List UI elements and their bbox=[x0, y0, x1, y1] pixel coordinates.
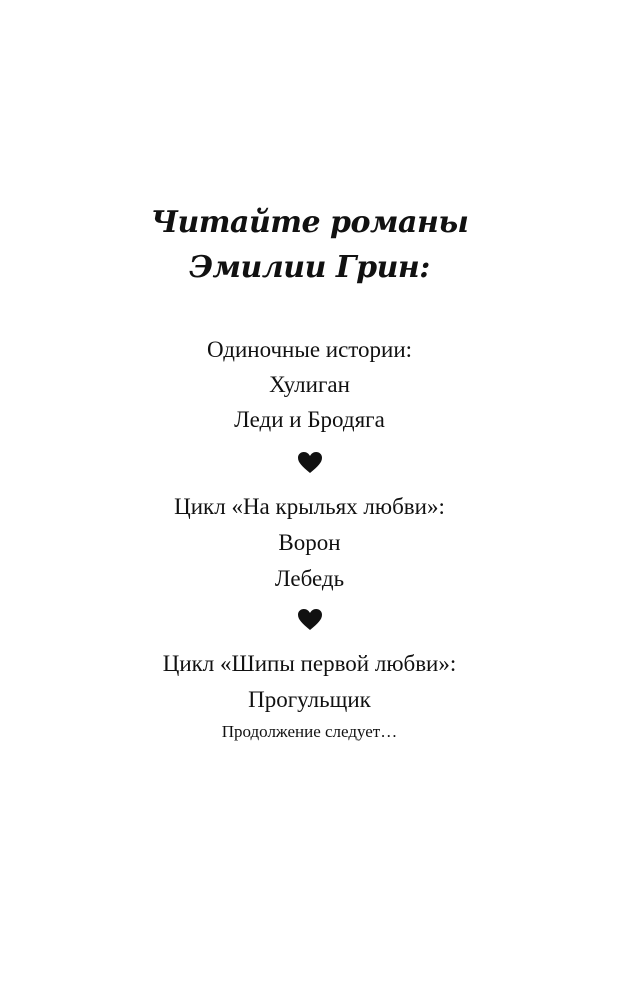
continuation-note: Продолжение следует… bbox=[221, 722, 398, 741]
book-title: Хулиган bbox=[269, 372, 350, 397]
book-title: Ворон bbox=[278, 530, 341, 555]
book-title: Леди и Бродяга bbox=[234, 407, 385, 432]
book-title: Прогульщик bbox=[248, 687, 371, 712]
book-title: Лебедь bbox=[274, 566, 345, 591]
heading-line-2: Эмилии Грин: bbox=[189, 250, 430, 285]
heart-icon bbox=[0, 608, 619, 631]
heading-line-1: Читайте романы bbox=[150, 205, 469, 240]
section-title-wings-of-love: Цикл «На крыльях любви»: bbox=[174, 494, 445, 519]
heart-icon bbox=[0, 451, 619, 474]
section-title-standalone: Одиночные истории: bbox=[206, 337, 413, 362]
section-title-thorns-of-first-love: Цикл «Шипы первой любви»: bbox=[162, 651, 457, 676]
